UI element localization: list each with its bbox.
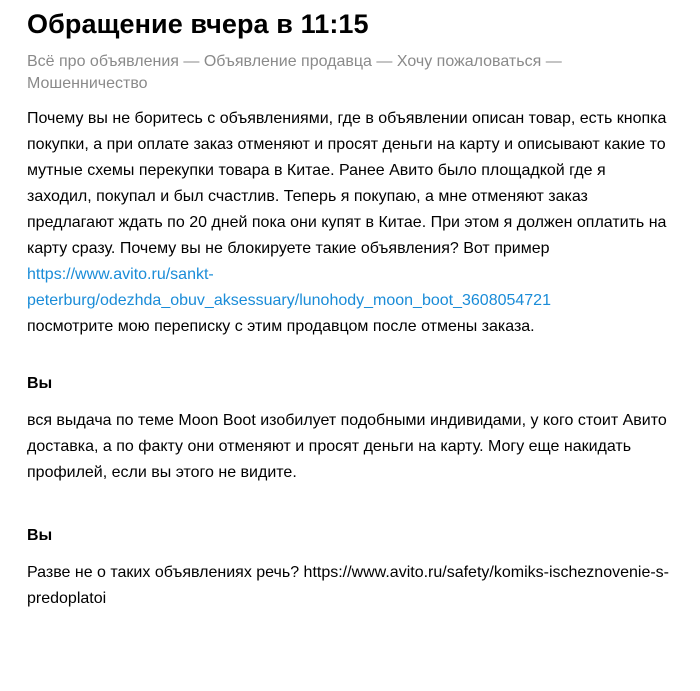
reply-message — [27, 524, 672, 612]
listing-link-line2[interactable]: peterburg/odezhda_obuv_aksessuary/lunohody_moon_boot_3608054721 — [27, 292, 551, 309]
listing-link[interactable] — [27, 262, 627, 314]
original-message — [27, 106, 672, 340]
listing-link-line1[interactable]: https://www.avito.ru/sankt- — [27, 266, 214, 283]
breadcrumb: Всё про объявления — Объявление продавца — Хочу пожаловаться — Мошенничество — [27, 53, 562, 92]
reply-author: Вы — [27, 375, 53, 392]
reply-author: Вы — [27, 527, 53, 544]
reply-message — [27, 372, 672, 486]
reply-text: Разве не о таких объявлениях речь? https://www.avito.ru/safety/komiks-ischeznovenie-s-predoplatoi — [27, 564, 669, 607]
page-title: Обращение вчера в 11:15 — [27, 9, 369, 39]
reply-text: вся выдача по теме Moon Boot изобилует подобными индивидами, у кого стоит Авито доставка, а по факту они отменяют и просят деньги на карту. Могу еще накидать профилей, если вы этого не видите. — [27, 412, 667, 481]
message-text-after-link: посмотрите мою переписку с этим продавцом после отмены заказа. — [27, 318, 535, 335]
message-text — [27, 106, 672, 340]
message-text-before-link: Почему вы не боритесь с объявлениями, где в объявлении описан товар, есть кнопка покупки, а при оплате заказ отменяют и просят деньги на карту и описывают какие то мутные схемы перекупки товара в Китае. Ранее Авито было площадкой где я заходил, покупал и был счастлив. Теперь я покупаю, а мне отменяют заказ предлагают ждать по 20 дней пока они купят в Китае. При этом я должен оплатить на карту сразу. Почему вы не блокируете такие объявления? Вот пример — [27, 110, 667, 257]
